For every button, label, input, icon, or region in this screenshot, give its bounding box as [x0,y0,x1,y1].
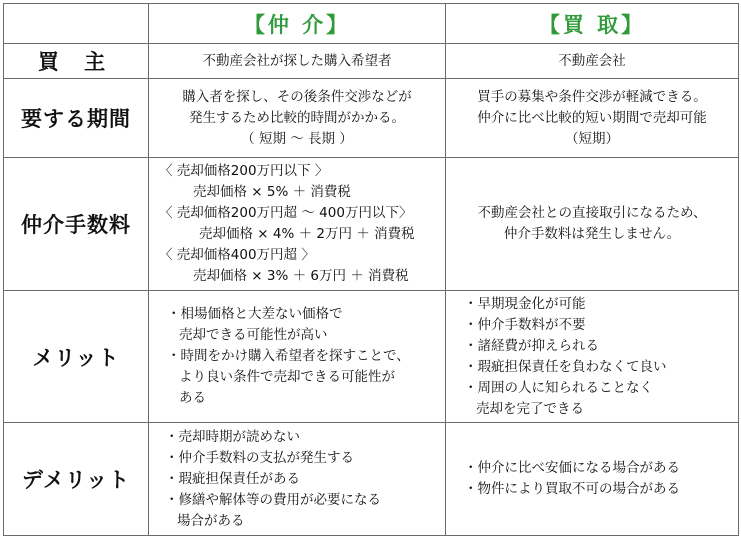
list-item: ある [179,390,206,406]
fee-brokerage [149,158,446,291]
fee-tier-heading: 〈 売却価格200万円超 〜 400万円以下〉 [159,205,413,221]
period-brokerage-line: 発生するため比較的時間がかかる。 [189,109,405,126]
list-item: ・仲介に比べ安価になる場合がある [464,460,680,476]
list-item: ・売却時期が読めない [165,428,300,445]
demerit-label: デメリット [4,423,149,536]
demerit-purchase-list [446,458,738,500]
period-purchase-line: （短期） [565,130,619,147]
list-item: ・仲介手数料の支払が発生する [165,449,354,466]
list-item: ・早期現金化が可能 [464,295,586,312]
fee-tier-formula: 売却価格 × 3% ＋ 6万円 ＋ 消費税 [193,268,409,284]
buyer-brokerage: 不動産会社が探した購入希望者 [149,44,446,79]
demerit-purchase [446,423,739,536]
period-brokerage-line: （ 短期 〜 長期 ） [241,130,353,147]
header-brokerage: 【仲 介】 [149,4,446,44]
list-item: ・相場価格と大差ない価格で [167,306,343,322]
fee-label: 仲介手数料 [4,158,149,291]
merit-brokerage-list [149,304,445,409]
fee-purchase-line: 不動産会社との直接取引になるため、 [477,205,707,221]
list-item: ・周囲の人に知られることなく [464,379,653,396]
list-item: 売却できる可能性が高い [179,327,328,343]
period-purchase-line: 買手の募集や条件交渉が軽減できる。 [477,88,707,105]
merit-label: メリット [4,291,149,423]
fee-tier-heading: 〈 売却価格400万円超 〉 [159,247,315,263]
period-label: 要する期間 [4,79,149,158]
list-item: ・諸経費が抑えられる [464,337,599,354]
period-row [4,79,739,158]
list-item: ・瑕疵担保責任を負わなくて良い [464,358,667,375]
fee-tier-heading: 〈 売却価格200万円以下 〉 [159,163,329,179]
period-brokerage [149,79,446,158]
fee-tier-formula: 売却価格 × 5% ＋ 消費税 [193,184,351,200]
buyer-label: 買 主 [4,44,149,79]
period-brokerage-line: 購入者を探し、その後条件交渉などが [182,88,412,105]
demerit-row [4,423,739,536]
list-item: ・仲介手数料が不要 [464,316,586,333]
buyer-purchase: 不動産会社 [446,44,739,79]
merit-brokerage [149,291,446,423]
list-item: ・瑕疵担保責任がある [165,470,300,487]
buyer-row [4,44,739,79]
header-empty-cell [4,4,149,44]
list-item: 売却を完了できる [476,400,584,417]
fee-tier-formula: 売却価格 × 4% ＋ 2万円 ＋ 消費税 [199,226,415,242]
header-purchase: 【買 取】 [446,4,739,44]
list-item: ・修繕や解体等の費用が必要になる [165,491,381,508]
demerit-brokerage [149,423,446,536]
merit-row [4,291,739,423]
list-item: ・時間をかけ購入希望者を探すことで、 [167,348,410,364]
merit-purchase [446,291,739,423]
fee-row [4,158,739,291]
fee-purchase-line: 仲介手数料は発生しません。 [503,226,681,242]
period-purchase-line: 仲介に比べ比較的短い期間で売却可能 [477,109,707,126]
fee-purchase [446,158,739,291]
demerit-brokerage-list [149,427,445,532]
merit-purchase-list [446,294,738,420]
list-item: 場合がある [177,512,245,529]
list-item: ・物件により買取不可の場合がある [464,481,680,497]
period-purchase [446,79,739,158]
list-item: より良い条件で売却できる可能性が [179,369,395,385]
header-row [4,4,739,44]
brokerage-vs-purchase-table [3,3,739,536]
